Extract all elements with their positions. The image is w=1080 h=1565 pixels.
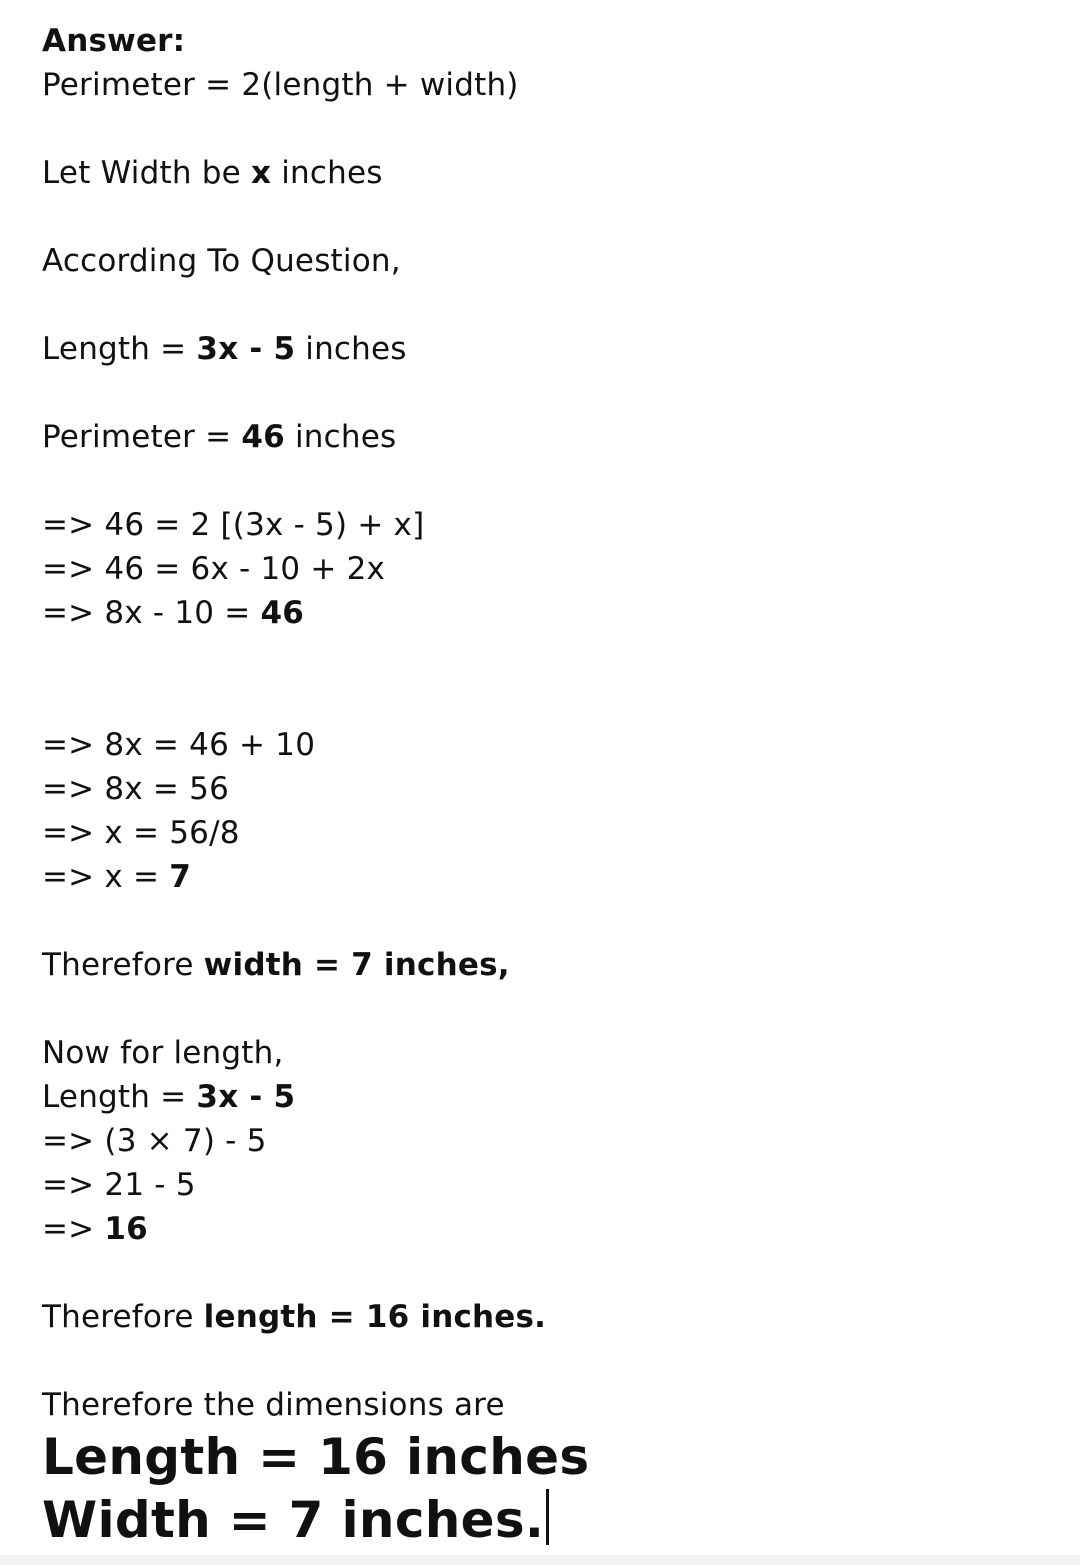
step-6: => x = 56/8 — [42, 815, 240, 851]
length-expr-pre: Length = — [42, 1079, 197, 1115]
length-result-pre: Therefore — [42, 1299, 204, 1335]
calc-3-pre: => — [42, 1211, 105, 1247]
answer-heading: Answer: — [42, 23, 186, 59]
step-1: => 46 = 2 [(3x - 5) + x] — [42, 507, 425, 543]
length-expr-line — [42, 1075, 295, 1119]
step-7 — [42, 855, 191, 899]
step-7-pre: => x = — [42, 859, 170, 895]
step-4: => 8x = 46 + 10 — [42, 727, 316, 763]
length-result-bold: length = 16 inches. — [203, 1299, 547, 1335]
calc-2: => 21 - 5 — [42, 1167, 196, 1203]
text-cursor — [546, 1489, 549, 1545]
let-width-post: inches — [271, 155, 383, 191]
final-length: Length = 16 inches — [42, 1428, 590, 1486]
width-result-line — [42, 943, 510, 987]
perimeter-given-post: inches — [284, 419, 397, 455]
step-2: => 46 = 6x - 10 + 2x — [42, 551, 386, 587]
width-result-pre: Therefore — [42, 947, 204, 983]
dimensions-intro: Therefore the dimensions are — [42, 1387, 505, 1423]
calc-3-value: 16 — [104, 1211, 148, 1247]
bottom-edge — [0, 1555, 1080, 1565]
let-width-pre: Let Width be — [42, 155, 251, 191]
perimeter-formula: Perimeter = 2(length + width) — [42, 67, 519, 103]
length-result-line — [42, 1295, 546, 1339]
step-5: => 8x = 56 — [42, 771, 230, 807]
final-width-line[interactable] — [42, 1488, 549, 1552]
perimeter-given-value: 46 — [241, 419, 285, 455]
length-given-expr: 3x - 5 — [196, 331, 296, 367]
length-given-pre: Length = — [42, 331, 197, 367]
calc-3 — [42, 1207, 148, 1251]
step-3-value: 46 — [260, 595, 305, 631]
width-result-bold: width = 7 inches, — [203, 947, 510, 983]
perimeter-given-pre: Perimeter = — [42, 419, 242, 455]
now-length-line: Now for length, — [42, 1035, 284, 1071]
step-7-value: 7 — [169, 859, 192, 895]
let-width-var: x — [250, 155, 272, 191]
final-width: Width = 7 inches. — [42, 1491, 545, 1549]
perimeter-given-line — [42, 415, 396, 459]
step-3 — [42, 591, 304, 635]
calc-1: => (3 × 7) - 5 — [42, 1123, 267, 1159]
answer-document — [42, 0, 1042, 1555]
length-given-line — [42, 327, 407, 371]
let-width-line — [42, 151, 383, 195]
length-expr-value: 3x - 5 — [196, 1079, 296, 1115]
length-given-post: inches — [295, 331, 407, 367]
step-3-pre: => 8x - 10 = — [42, 595, 261, 631]
according-line: According To Question, — [42, 243, 401, 279]
